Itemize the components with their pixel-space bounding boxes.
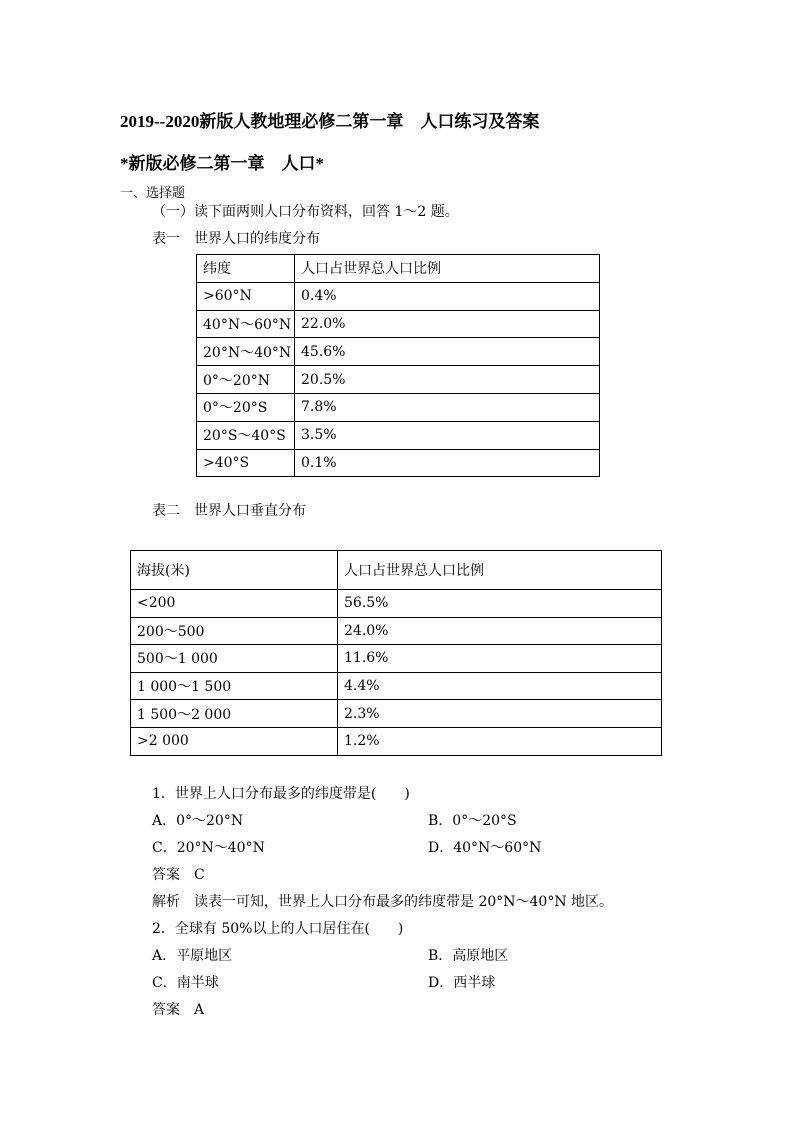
table-cell: >2 000 (131, 727, 338, 755)
table-cell: 40°N～60°N (197, 310, 295, 338)
table-cell: 7.8% (295, 393, 600, 421)
table-row (197, 338, 600, 366)
table2-caption: 表二 世界人口垂直分布 (152, 503, 306, 519)
table-cell: 20°N～40°N (197, 338, 295, 366)
table-cell: 0.4% (295, 282, 600, 310)
table-cell: 0.1% (295, 449, 600, 477)
table-cell: <200 (131, 590, 338, 618)
q1-stem: 1．世界上人口分布最多的纬度带是( ) (152, 786, 410, 802)
table-header-row (197, 255, 600, 283)
q2-answer: 答案 A (152, 1002, 205, 1018)
q1-option-d: D．40°N～60°N (428, 840, 542, 856)
table-cell: 45.6% (295, 338, 600, 366)
q2-option-b: B．高原地区 (428, 948, 509, 964)
table-cell: 24.0% (338, 617, 662, 645)
table-row (197, 366, 600, 394)
table1-caption: 表一 世界人口的纬度分布 (152, 231, 320, 247)
q1-option-c: C．20°N～40°N (152, 840, 265, 856)
table-cell: 0°～20°S (197, 393, 295, 421)
page-title: 2019--2020新版人教地理必修二第一章 人口练习及答案 (120, 112, 540, 131)
table-cell: 56.5% (338, 590, 662, 618)
table-cell: 11.6% (338, 645, 662, 673)
table-row (131, 590, 662, 618)
table-cell: 1 000～1 500 (131, 672, 338, 700)
q1-answer: 答案 C (152, 867, 205, 883)
q1-option-a: A．0°～20°N (152, 813, 244, 829)
table-row (131, 727, 662, 755)
table-cell: 2.3% (338, 700, 662, 728)
table-header-cell: 海拔(米) (131, 551, 338, 590)
table-header-cell: 人口占世界总人口比例 (338, 551, 662, 590)
table-row (197, 393, 600, 421)
table-row (197, 421, 600, 449)
table-header-cell: 人口占世界总人口比例 (295, 255, 600, 283)
table-cell: >40°S (197, 449, 295, 477)
table-row (131, 645, 662, 673)
table-row (197, 282, 600, 310)
q2-option-c: C．南半球 (152, 975, 219, 991)
table-header-cell: 纬度 (197, 255, 295, 283)
q2-stem: 2．全球有 50%以上的人口居住在( ) (152, 921, 404, 937)
table-cell: 4.4% (338, 672, 662, 700)
table-row (131, 672, 662, 700)
q2-option-d: D．西半球 (428, 975, 496, 991)
table-row (197, 449, 600, 477)
q2-option-a: A．平原地区 (152, 948, 233, 964)
table-cell: 20.5% (295, 366, 600, 394)
table-cell: 1 500～2 000 (131, 700, 338, 728)
q1-option-b: B．0°～20°S (428, 813, 517, 829)
table-row (131, 617, 662, 645)
table-cell: 20°S～40°S (197, 421, 295, 449)
q1-analysis: 解析 读表一可知，世界上人口分布最多的纬度带是 20°N～40°N 地区。 (152, 894, 614, 910)
page-subtitle: *新版必修二第一章 人口* (120, 154, 324, 173)
table-cell: 3.5% (295, 421, 600, 449)
table-cell: 1.2% (338, 727, 662, 755)
table-row (197, 310, 600, 338)
table-cell: 500～1 000 (131, 645, 338, 673)
question-intro: （一）读下面两则人口分布资料，回答 1～2 题。 (152, 204, 459, 220)
table-row (131, 700, 662, 728)
table-cell: 22.0% (295, 310, 600, 338)
table-cell: 0°～20°N (197, 366, 295, 394)
table-cell: 200～500 (131, 617, 338, 645)
altitude-table (130, 550, 662, 756)
table-header-row (131, 551, 662, 590)
table-cell: >60°N (197, 282, 295, 310)
section-heading: 一、选择题 (120, 186, 186, 201)
latitude-table (196, 254, 600, 477)
